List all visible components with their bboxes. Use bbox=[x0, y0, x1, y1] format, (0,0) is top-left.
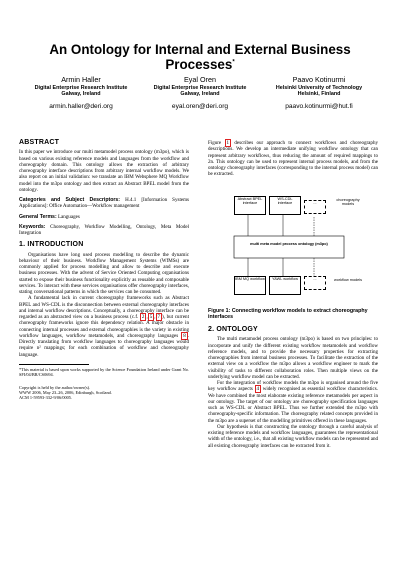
ellipsis-box-bottom: ... bbox=[304, 276, 326, 290]
left-column bbox=[19, 140, 189, 400]
keywords: Keywords: Choreography, Workflow Modelling, Ontology, Meta Model Integration bbox=[19, 223, 190, 236]
intro-heading: 1. INTRODUCTION bbox=[19, 241, 84, 249]
ontology-paragraph-1: The multi metamodel process ontology (m3po) is based on two principles: to incorporate and unify the different existing workflow metamodels and workflow reference models, and to provide the necessary properties for extracting choreographies from internal business processes. To facilitate the extraction of the external view on a workflow the m3po allows a workflow engineer to mark the visibility of tasks to different collaboration roles. Then multiple views on the underlying workflow model can be extracted. bbox=[208, 336, 378, 380]
intro-paragraph-1: Organisations have long used process modelling to describe the dynamic behaviour of their business. Workflow Management Systems (WfMSs) are commonly applied for process modelling and allow to describe and execute business processes. With the advent of Service Oriented Computing organisations started to expose their business functionality explicitly as reusable and composable services. To interact with these services organisations offer choreography interfaces, stating conversational patterns in which the services can be consumed. bbox=[19, 251, 189, 295]
figure-intro-paragraph: Figure 1 describes our approach to connect workflows and choreography descriptions. We develop an intermediate unifying workflow ontology that can represent arbitrary workflows, thus reducing the amount of required mappings to 2n. This ontology can be used to represent internal process models, and from the ontology choreography interfaces (corresponding to the internal process model) can be extracted. bbox=[208, 140, 378, 178]
intro-paragraph-2: A fundamental lack in current choreography frameworks such as Abstract BPEL and WS-CDL is the disconnection between external choreography interfaces and internal workflow descriptions. Conceptually, a choreography interface can be regarded as an abstracted view on a business process (c.f. 2 , 5 , 7 ), but current choreography frameworks ignore this dependency relation. A major obstacle in connecting internal processes and external choreographies is the variety in existing workflow languages, workflow metamodels, and choreography languages 8 . Directly translating from workflow languages to choreography languages would require n² mappings; for each combination of workflow and choreography language. bbox=[19, 295, 189, 358]
abstract-text: In this paper we introduce our multi metamodel process ontology (m3po), which is based on various existing reference models and languages from the workflow and choreography domain. This ontology allows the extraction of arbitrary choreography interface descriptions from arbitrary internal workflow models. We also report on an initial validation: we translate an IBM Websphere MQ Workflow model into the m3po ontology and then extract an Abstract BPEL model from the ontology. bbox=[19, 149, 189, 193]
copyright-notice: Copyright is held by the author/owner(s). WWW 2006, May 23–26, 2006, Edinburgh, Scotland. ACM 1-59593-332-9/06/0005. bbox=[19, 385, 112, 401]
abstract-heading: ABSTRACT bbox=[19, 139, 60, 146]
author-2: Eyal Oren Digital Enterprise Research Institute Galway, Ireland eyal.oren@deri.org bbox=[141, 76, 259, 110]
ontology-heading: 2. ONTOLOGY bbox=[208, 326, 258, 334]
right-column bbox=[208, 140, 378, 449]
paper-title: An Ontology for Internal and External Business Processes* bbox=[49, 42, 351, 72]
footnote: *This material is based upon works supported by the Science Foundation Ireland under Grant No. SFI/04/BR/CS0694. bbox=[19, 366, 189, 377]
general-terms: General Terms: Languages bbox=[19, 213, 80, 220]
author-3: Paavo Kotinurmi Helsinki University of Technology Helsinki, Finland paavo.kotinurmi@hut.fi bbox=[260, 76, 378, 110]
ibm-mq-box: IBM MQ workflow bbox=[234, 276, 266, 295]
ws-cdl-box: WS-CDL interface bbox=[269, 196, 301, 215]
abstract-bpel-box: Abstract BPEL interface bbox=[234, 196, 266, 215]
citation-link[interactable]: 8 bbox=[183, 332, 186, 339]
citation-link[interactable]: 2 bbox=[141, 314, 145, 320]
citation-link[interactable]: 4 bbox=[256, 386, 260, 393]
yawl-box: YAWL workflow bbox=[269, 276, 301, 295]
author-1: Armin Haller Digital Enterprise Research Institute Galway, Ireland armin.haller@deri.org bbox=[22, 76, 140, 110]
ontology-paragraph-3: Our hypothesis is that constructing the ontology through a careful analysis of existing reference models and workflow languages, guarantees the representational width of the ontology, i.e., that all existing workflow models can be represented and all existing choreography interfaces can be extracted from it. bbox=[208, 423, 378, 449]
workflow-models-label: workflow models bbox=[332, 278, 364, 292]
m3po-ontology-box: multi meta model process ontology (m3po) bbox=[250, 241, 328, 246]
categories: Categories and Subject Descriptors: H.4.1 [Information Systems Applications]: Office Automation—Workflow management bbox=[19, 197, 190, 210]
ellipsis-box-top: ... bbox=[304, 200, 326, 214]
author-email[interactable]: eyal.oren@deri.org bbox=[171, 103, 229, 111]
figure-1-diagram bbox=[208, 184, 378, 304]
figure-1-caption: Figure 1: Connecting workflow models to extract choreography interfaces bbox=[208, 307, 368, 320]
figure-reference-link[interactable]: 1 bbox=[226, 140, 230, 146]
citation-link[interactable]: 5 bbox=[149, 314, 153, 320]
author-email[interactable]: armin.haller@deri.org bbox=[49, 103, 113, 111]
citation-link[interactable]: 7 bbox=[157, 314, 161, 320]
choreography-models-label: choreography models bbox=[332, 198, 364, 212]
ontology-paragraph-2: For the integration of workflow models the m3po is organised around the five key workflow aspects 4 widely recognised as essential workflow characteristics. We have combined the most elaborate existing reference metamodels per aspect in our ontology. The target of our ontology are choreography specification languages such as WS-CDL or Abstract BPEL. Thus we further extended the m3po with choreography-specific information. The choreography related concepts provided in the m3po are a superset of the modelling primitives offered in these languages. bbox=[208, 380, 378, 424]
author-email[interactable]: paavo.kotinurmi@hut.fi bbox=[285, 103, 353, 111]
